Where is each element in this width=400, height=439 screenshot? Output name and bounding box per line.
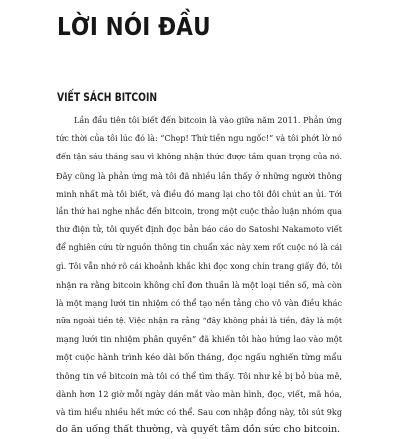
text-line: tức thời của tôi lúc đó là: “Chẹp! Thứ tiền ngu ngốc!” và tôi phớt lờ nó: [56, 134, 342, 144]
chapter-title: LỜI NÓI ĐẦU: [57, 12, 211, 41]
body-paragraph: [56, 112, 342, 439]
text-line: đến tận sáu tháng sau vì không nhận thức được tầm quan trọng của nó.: [56, 152, 342, 162]
text-line: và tìm hiểu nhiều hết mức có thể. Sau cơn nhập đồng này, tôi sút 9kg: [56, 407, 342, 417]
text-line: mạng lưới tin nhiệm phân quyền” đã khiến tôi hào hứng lao vào một: [56, 334, 342, 345]
text-line: do ăn uống thất thường, và quyết tâm dồn sức cho bitcoin.: [56, 424, 341, 436]
text-line: Đây cũng là phản ứng mà tôi đã nhiều lần thấy ở những người thông: [56, 170, 342, 181]
text-line: thư điện tử, tôi quyết định đọc bản báo cáo do Satoshi Nakamoto viết: [56, 225, 342, 235]
section-heading: VIẾT SÁCH BITCOIN: [57, 90, 158, 104]
text-line: nhận ra rằng bitcoin không chỉ đơn thuần là một loại tiền số, mà còn: [56, 279, 342, 290]
text-line: gì. Tôi vẫn nhớ rõ cái khoảnh khắc khi đọc xong chín trang giấy đó, tôi: [56, 261, 342, 271]
text-line: thông tin về bitcoin mà tôi có thể tìm thấy. Tôi như kẻ bị bỏ bùa mê,: [56, 370, 342, 381]
text-line: dành hơn 12 giờ mỗi ngày dán mắt vào màn hình, đọc, viết, mã hóa,: [56, 388, 342, 399]
text-line: một cuộc hành trình kéo dài bốn tháng, đọc ngấu nghiến từng mẩu: [56, 352, 342, 363]
text-line: lần thứ hai nghe nhắc đến bitcoin, trong một cuộc thảo luận nhóm qua: [56, 206, 342, 216]
text-line: là một mạng lưới tin nhiệm có thể tạo nền tảng cho vô vàn điều khác: [56, 297, 342, 308]
text-line: để nghiên cứu từ nguồn thông tin chuẩn xác này xem rốt cuộc nó là cái: [56, 243, 342, 253]
text-line: nữa ngoài tiền tệ. Việc nhận ra rằng “đây không phải là tiền, đây là một: [56, 316, 342, 326]
text-line: Lần đầu tiên tôi biết đến bitcoin là vào giữa năm 2011. Phản ứng: [74, 116, 342, 125]
text-line: minh nhất mà tôi biết, và điều đó mang lại cho tôi đôi chút an ủi. Tới: [56, 188, 342, 199]
